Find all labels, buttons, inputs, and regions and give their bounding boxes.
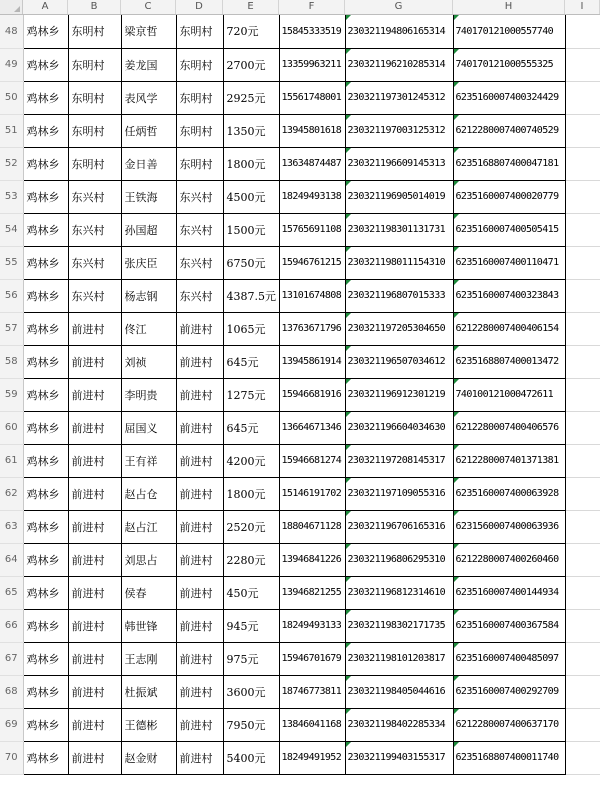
cell-account[interactable]: 6235160007400020779 <box>453 180 565 213</box>
cell-town[interactable]: 鸡林乡 <box>23 675 68 708</box>
row-number[interactable]: 66 <box>0 609 23 642</box>
cell-village-2[interactable]: 东明村 <box>176 114 223 147</box>
cell-id-number[interactable]: 230321196912301219 <box>345 378 453 411</box>
column-header-bar <box>0 0 600 15</box>
cell-phone[interactable]: 18249493138 <box>279 180 345 213</box>
cell-village[interactable]: 前进村 <box>68 345 121 378</box>
cell-town[interactable]: 鸡林乡 <box>23 15 68 48</box>
table-row <box>0 378 600 411</box>
cell-village-2[interactable]: 前进村 <box>176 444 223 477</box>
cell-name[interactable]: 王铁海 <box>121 180 176 213</box>
table-row <box>0 675 600 708</box>
cell-name[interactable]: 李明贵 <box>121 378 176 411</box>
cell-village-2[interactable]: 前进村 <box>176 642 223 675</box>
cell-village-2[interactable]: 前进村 <box>176 708 223 741</box>
table-row <box>0 81 600 114</box>
cell-name[interactable]: 赵占江 <box>121 510 176 543</box>
table-row <box>0 477 600 510</box>
cell-amount[interactable]: 945元 <box>223 609 279 642</box>
row-number[interactable]: 53 <box>0 180 23 213</box>
column-header-i[interactable]: I <box>565 0 600 14</box>
cell-phone[interactable]: 15946761215 <box>279 246 345 279</box>
cell-account[interactable]: 6235168807400011740 <box>453 741 565 774</box>
cell-name[interactable]: 任炳哲 <box>121 114 176 147</box>
cell-name[interactable]: 杨志钢 <box>121 279 176 312</box>
cell-amount[interactable]: 5400元 <box>223 741 279 774</box>
cell-village-2[interactable]: 前进村 <box>176 378 223 411</box>
column-header-a[interactable]: A <box>23 0 68 14</box>
table-row <box>0 642 600 675</box>
cell-village[interactable]: 东兴村 <box>68 180 121 213</box>
table-row <box>0 180 600 213</box>
cell-id-number[interactable]: 230321196609145313 <box>345 147 453 180</box>
cell-account[interactable]: 6212280007401371381 <box>453 444 565 477</box>
cell-phone[interactable]: 13634874487 <box>279 147 345 180</box>
cell-name[interactable]: 姜龙国 <box>121 48 176 81</box>
cell-village-2[interactable]: 前进村 <box>176 543 223 576</box>
cell-amount[interactable]: 4387.5元 <box>223 279 279 312</box>
cell-empty[interactable] <box>565 312 600 345</box>
cell-town[interactable]: 鸡林乡 <box>23 114 68 147</box>
cell-account[interactable]: 6235160007400367584 <box>453 609 565 642</box>
cell-town[interactable]: 鸡林乡 <box>23 444 68 477</box>
cell-village[interactable]: 前进村 <box>68 708 121 741</box>
cell-village-2[interactable]: 前进村 <box>176 576 223 609</box>
cell-name[interactable]: 赵占仓 <box>121 477 176 510</box>
cell-empty[interactable] <box>565 378 600 411</box>
cell-town[interactable]: 鸡林乡 <box>23 246 68 279</box>
row-number[interactable]: 52 <box>0 147 23 180</box>
column-header-f[interactable]: F <box>279 0 345 14</box>
cell-account[interactable]: 7401701210005577​40 <box>453 15 565 48</box>
cell-empty[interactable] <box>565 411 600 444</box>
cell-amount[interactable]: 1500元 <box>223 213 279 246</box>
cell-town[interactable]: 鸡林乡 <box>23 312 68 345</box>
cell-name[interactable]: 梁京哲 <box>121 15 176 48</box>
cell-id-number[interactable]: 230321196812314610 <box>345 576 453 609</box>
cell-amount[interactable]: 1065元 <box>223 312 279 345</box>
cell-id-number[interactable]: 230321198402285334 <box>345 708 453 741</box>
cell-account[interactable]: 740100121000472611 <box>453 378 565 411</box>
cell-amount[interactable]: 645元 <box>223 411 279 444</box>
cell-town[interactable]: 鸡林乡 <box>23 180 68 213</box>
row-number[interactable]: 57 <box>0 312 23 345</box>
cell-village-2[interactable]: 东兴村 <box>176 279 223 312</box>
cell-village-2[interactable]: 东明村 <box>176 15 223 48</box>
cell-phone[interactable]: 18804671128 <box>279 510 345 543</box>
cell-village[interactable]: 前进村 <box>68 510 121 543</box>
cell-id-number[interactable]: 230321198405044616 <box>345 675 453 708</box>
cell-village-2[interactable]: 前进村 <box>176 741 223 774</box>
cell-phone[interactable]: 13846041168 <box>279 708 345 741</box>
cell-town[interactable]: 鸡林乡 <box>23 345 68 378</box>
row-number[interactable]: 68 <box>0 675 23 708</box>
cell-amount[interactable]: 1800元 <box>223 147 279 180</box>
column-header-c[interactable]: C <box>121 0 176 14</box>
table-row <box>0 609 600 642</box>
cell-empty[interactable] <box>565 543 600 576</box>
cell-phone[interactable]: 13946821255 <box>279 576 345 609</box>
table-row <box>0 279 600 312</box>
cell-village[interactable]: 东明村 <box>68 48 121 81</box>
cell-name[interactable]: 屈国义 <box>121 411 176 444</box>
row-number[interactable]: 51 <box>0 114 23 147</box>
table-row <box>0 543 600 576</box>
row-number[interactable]: 50 <box>0 81 23 114</box>
table-row <box>0 444 600 477</box>
select-all-corner[interactable] <box>0 0 23 14</box>
cell-village[interactable]: 前进村 <box>68 543 121 576</box>
cell-phone[interactable]: 13945861914 <box>279 345 345 378</box>
table-row <box>0 708 600 741</box>
cell-village-2[interactable]: 前进村 <box>176 345 223 378</box>
cell-name[interactable]: 表风学 <box>121 81 176 114</box>
row-number[interactable]: 58 <box>0 345 23 378</box>
cell-village-2[interactable]: 东兴村 <box>176 213 223 246</box>
table-row <box>0 312 600 345</box>
row-number[interactable]: 55 <box>0 246 23 279</box>
row-number[interactable]: 48 <box>0 15 23 48</box>
cell-village-2[interactable]: 前进村 <box>176 609 223 642</box>
cell-name[interactable]: 韩世锋 <box>121 609 176 642</box>
cell-village-2[interactable]: 东明村 <box>176 81 223 114</box>
cell-amount[interactable]: 2520元 <box>223 510 279 543</box>
cell-village[interactable]: 前进村 <box>68 312 121 345</box>
cell-village[interactable]: 前进村 <box>68 576 121 609</box>
cell-id-number[interactable]: 230321196905014019 <box>345 180 453 213</box>
cell-village[interactable]: 东明村 <box>68 15 121 48</box>
data-grid <box>0 15 600 775</box>
cell-id-number[interactable]: 230321196604034630 <box>345 411 453 444</box>
cell-amount[interactable]: 4500元 <box>223 180 279 213</box>
cell-id-number[interactable]: 230321196807015333 <box>345 279 453 312</box>
cell-town[interactable]: 鸡林乡 <box>23 642 68 675</box>
cell-id-number[interactable]: 230321198302171735 <box>345 609 453 642</box>
cell-account[interactable]: 6235160007400063928 <box>453 477 565 510</box>
cell-name[interactable]: 杜振斌 <box>121 675 176 708</box>
cell-town[interactable]: 鸡林乡 <box>23 708 68 741</box>
cell-name[interactable]: 刘思占 <box>121 543 176 576</box>
cell-phone[interactable]: 13664671346 <box>279 411 345 444</box>
cell-phone[interactable]: 15946681916 <box>279 378 345 411</box>
cell-phone[interactable]: 18249491952 <box>279 741 345 774</box>
cell-village[interactable]: 东明村 <box>68 114 121 147</box>
cell-phone[interactable]: 13101674808 <box>279 279 345 312</box>
table-row <box>0 246 600 279</box>
cell-village[interactable]: 前进村 <box>68 477 121 510</box>
cell-town[interactable]: 鸡林乡 <box>23 48 68 81</box>
cell-phone[interactable]: 18249493133 <box>279 609 345 642</box>
cell-town[interactable]: 鸡林乡 <box>23 279 68 312</box>
cell-amount[interactable]: 645元 <box>223 345 279 378</box>
cell-name[interactable]: 王德彬 <box>121 708 176 741</box>
row-number[interactable]: 64 <box>0 543 23 576</box>
column-header-b[interactable]: B <box>68 0 121 14</box>
cell-account[interactable]: 740170121000555325 <box>453 48 565 81</box>
cell-id-number[interactable]: 230321197109055316 <box>345 477 453 510</box>
table-row <box>0 576 600 609</box>
cell-account[interactable]: 6235160007400292709 <box>453 675 565 708</box>
cell-town[interactable]: 鸡林乡 <box>23 609 68 642</box>
cell-phone[interactable]: 13946841226 <box>279 543 345 576</box>
table-row <box>0 147 600 180</box>
cell-id-number[interactable]: 230321196210285314 <box>345 48 453 81</box>
cell-town[interactable]: 鸡林乡 <box>23 411 68 444</box>
cell-phone[interactable]: 15765691108 <box>279 213 345 246</box>
cell-town[interactable]: 鸡林乡 <box>23 378 68 411</box>
cell-village-2[interactable]: 东兴村 <box>176 246 223 279</box>
cell-amount[interactable]: 7950元 <box>223 708 279 741</box>
cell-empty[interactable] <box>565 147 600 180</box>
cell-empty[interactable] <box>565 81 600 114</box>
cell-empty[interactable] <box>565 708 600 741</box>
cell-town[interactable]: 鸡林乡 <box>23 741 68 774</box>
cell-id-number[interactable]: 230321197003125312 <box>345 114 453 147</box>
row-number[interactable]: 65 <box>0 576 23 609</box>
cell-amount[interactable]: 1800元 <box>223 477 279 510</box>
cell-phone[interactable]: 15946701679 <box>279 642 345 675</box>
cell-town[interactable]: 鸡林乡 <box>23 147 68 180</box>
cell-village[interactable]: 东兴村 <box>68 246 121 279</box>
cell-account[interactable]: 6235160007400323843 <box>453 279 565 312</box>
cell-town[interactable]: 鸡林乡 <box>23 510 68 543</box>
table-row <box>0 114 600 147</box>
cell-id-number[interactable]: 230321196507034612 <box>345 345 453 378</box>
cell-account[interactable]: 6212280007400260460 <box>453 543 565 576</box>
cell-name[interactable]: 王有祥 <box>121 444 176 477</box>
cell-empty[interactable] <box>565 576 600 609</box>
cell-empty[interactable] <box>565 246 600 279</box>
cell-village[interactable]: 东明村 <box>68 81 121 114</box>
cell-amount[interactable]: 2925元 <box>223 81 279 114</box>
cell-account[interactable]: 6235168807400013472 <box>453 345 565 378</box>
table-row <box>0 345 600 378</box>
table-row <box>0 741 600 774</box>
cell-empty[interactable] <box>565 477 600 510</box>
cell-amount[interactable]: 1350元 <box>223 114 279 147</box>
cell-empty[interactable] <box>565 279 600 312</box>
column-header-d[interactable]: D <box>176 0 223 14</box>
cell-id-number[interactable]: 230321194806165314 <box>345 15 453 48</box>
cell-village-2[interactable]: 前进村 <box>176 477 223 510</box>
cell-village[interactable]: 前进村 <box>68 642 121 675</box>
cell-empty[interactable] <box>565 675 600 708</box>
cell-amount[interactable]: 6750元 <box>223 246 279 279</box>
row-number[interactable]: 60 <box>0 411 23 444</box>
row-number[interactable]: 70 <box>0 741 23 774</box>
grid-body <box>0 15 600 774</box>
cell-phone[interactable]: 13763671796 <box>279 312 345 345</box>
cell-name[interactable]: 张庆臣 <box>121 246 176 279</box>
cell-name[interactable]: 赵金财 <box>121 741 176 774</box>
cell-account[interactable]: 6212280007400740529 <box>453 114 565 147</box>
cell-account[interactable]: 6235160007400324429 <box>453 81 565 114</box>
row-number[interactable]: 67 <box>0 642 23 675</box>
table-row <box>0 48 600 81</box>
cell-village[interactable]: 东兴村 <box>68 213 121 246</box>
cell-account[interactable]: 6212280007400406154 <box>453 312 565 345</box>
cell-village-2[interactable]: 前进村 <box>176 411 223 444</box>
row-number[interactable]: 56 <box>0 279 23 312</box>
cell-id-number[interactable]: 230321198011154310 <box>345 246 453 279</box>
cell-account[interactable]: 6212280007400637170 <box>453 708 565 741</box>
cell-id-number[interactable]: 230321196806295310 <box>345 543 453 576</box>
cell-village[interactable]: 前进村 <box>68 675 121 708</box>
column-header-h[interactable]: H <box>453 0 565 14</box>
row-number[interactable]: 54 <box>0 213 23 246</box>
cell-phone[interactable]: 13945801618 <box>279 114 345 147</box>
cell-phone[interactable]: 15845333519 <box>279 15 345 48</box>
cell-village[interactable]: 东明村 <box>68 147 121 180</box>
cell-empty[interactable] <box>565 15 600 48</box>
cell-account[interactable]: 6231560007400063936 <box>453 510 565 543</box>
cell-phone[interactable]: 15561748001 <box>279 81 345 114</box>
row-number[interactable]: 62 <box>0 477 23 510</box>
row-number[interactable]: 63 <box>0 510 23 543</box>
cell-name[interactable]: 王志刚 <box>121 642 176 675</box>
row-number[interactable]: 69 <box>0 708 23 741</box>
cell-amount[interactable]: 3600元 <box>223 675 279 708</box>
cell-village[interactable]: 前进村 <box>68 378 121 411</box>
cell-village-2[interactable]: 东兴村 <box>176 180 223 213</box>
cell-town[interactable]: 鸡林乡 <box>23 477 68 510</box>
cell-account[interactable]: 6235160007400110471 <box>453 246 565 279</box>
cell-id-number[interactable]: 230321196706165316 <box>345 510 453 543</box>
cell-amount[interactable]: 720元 <box>223 15 279 48</box>
cell-village[interactable]: 前进村 <box>68 741 121 774</box>
table-row <box>0 411 600 444</box>
cell-town[interactable]: 鸡林乡 <box>23 81 68 114</box>
cell-phone[interactable]: 18746773811 <box>279 675 345 708</box>
cell-phone[interactable]: 15946681274 <box>279 444 345 477</box>
cell-amount[interactable]: 2700元 <box>223 48 279 81</box>
cell-town[interactable]: 鸡林乡 <box>23 213 68 246</box>
cell-empty[interactable] <box>565 741 600 774</box>
row-number[interactable]: 59 <box>0 378 23 411</box>
cell-id-number[interactable]: 230321198301131731 <box>345 213 453 246</box>
cell-empty[interactable] <box>565 444 600 477</box>
cell-village[interactable]: 前进村 <box>68 444 121 477</box>
cell-name[interactable]: 金日善 <box>121 147 176 180</box>
table-row <box>0 213 600 246</box>
cell-empty[interactable] <box>565 48 600 81</box>
cell-account[interactable]: 6235160007400505415 <box>453 213 565 246</box>
cell-name[interactable]: 佟江 <box>121 312 176 345</box>
cell-village[interactable]: 东兴村 <box>68 279 121 312</box>
cell-id-number[interactable]: 230321197208145317 <box>345 444 453 477</box>
cell-empty[interactable] <box>565 213 600 246</box>
cell-empty[interactable] <box>565 510 600 543</box>
cell-empty[interactable] <box>565 642 600 675</box>
cell-village-2[interactable]: 前进村 <box>176 312 223 345</box>
cell-account[interactable]: 6235168807400047181 <box>453 147 565 180</box>
cell-id-number[interactable]: 230321197301245312 <box>345 81 453 114</box>
cell-empty[interactable] <box>565 345 600 378</box>
row-number[interactable]: 61 <box>0 444 23 477</box>
cell-amount[interactable]: 450元 <box>223 576 279 609</box>
cell-empty[interactable] <box>565 114 600 147</box>
table-row <box>0 510 600 543</box>
cell-phone[interactable]: 13359963211 <box>279 48 345 81</box>
cell-account[interactable]: 6235160007400144934 <box>453 576 565 609</box>
column-header-e[interactable]: E <box>223 0 279 14</box>
cell-id-number[interactable]: 230321199403155317 <box>345 741 453 774</box>
cell-id-number[interactable]: 230321198101203817 <box>345 642 453 675</box>
cell-account[interactable]: 6212280007400406576 <box>453 411 565 444</box>
cell-amount[interactable]: 4200元 <box>223 444 279 477</box>
cell-village[interactable]: 前进村 <box>68 411 121 444</box>
cell-empty[interactable] <box>565 180 600 213</box>
cell-village-2[interactable]: 前进村 <box>176 510 223 543</box>
cell-name[interactable]: 刘祯 <box>121 345 176 378</box>
column-header-g[interactable]: G <box>345 0 453 14</box>
cell-amount[interactable]: 975元 <box>223 642 279 675</box>
cell-village-2[interactable]: 东明村 <box>176 48 223 81</box>
cell-name[interactable]: 孙国超 <box>121 213 176 246</box>
cell-village[interactable]: 前进村 <box>68 609 121 642</box>
row-number[interactable]: 49 <box>0 48 23 81</box>
cell-id-number[interactable]: 230321197205304650 <box>345 312 453 345</box>
cell-amount[interactable]: 1275元 <box>223 378 279 411</box>
cell-empty[interactable] <box>565 609 600 642</box>
cell-town[interactable]: 鸡林乡 <box>23 576 68 609</box>
cell-village-2[interactable]: 东明村 <box>176 147 223 180</box>
cell-town[interactable]: 鸡林乡 <box>23 543 68 576</box>
cell-amount[interactable]: 2280元 <box>223 543 279 576</box>
table-row <box>0 15 600 48</box>
cell-name[interactable]: 侯春 <box>121 576 176 609</box>
cell-phone[interactable]: 15146191702 <box>279 477 345 510</box>
cell-village-2[interactable]: 前进村 <box>176 675 223 708</box>
cell-account[interactable]: 6235160007400485097 <box>453 642 565 675</box>
